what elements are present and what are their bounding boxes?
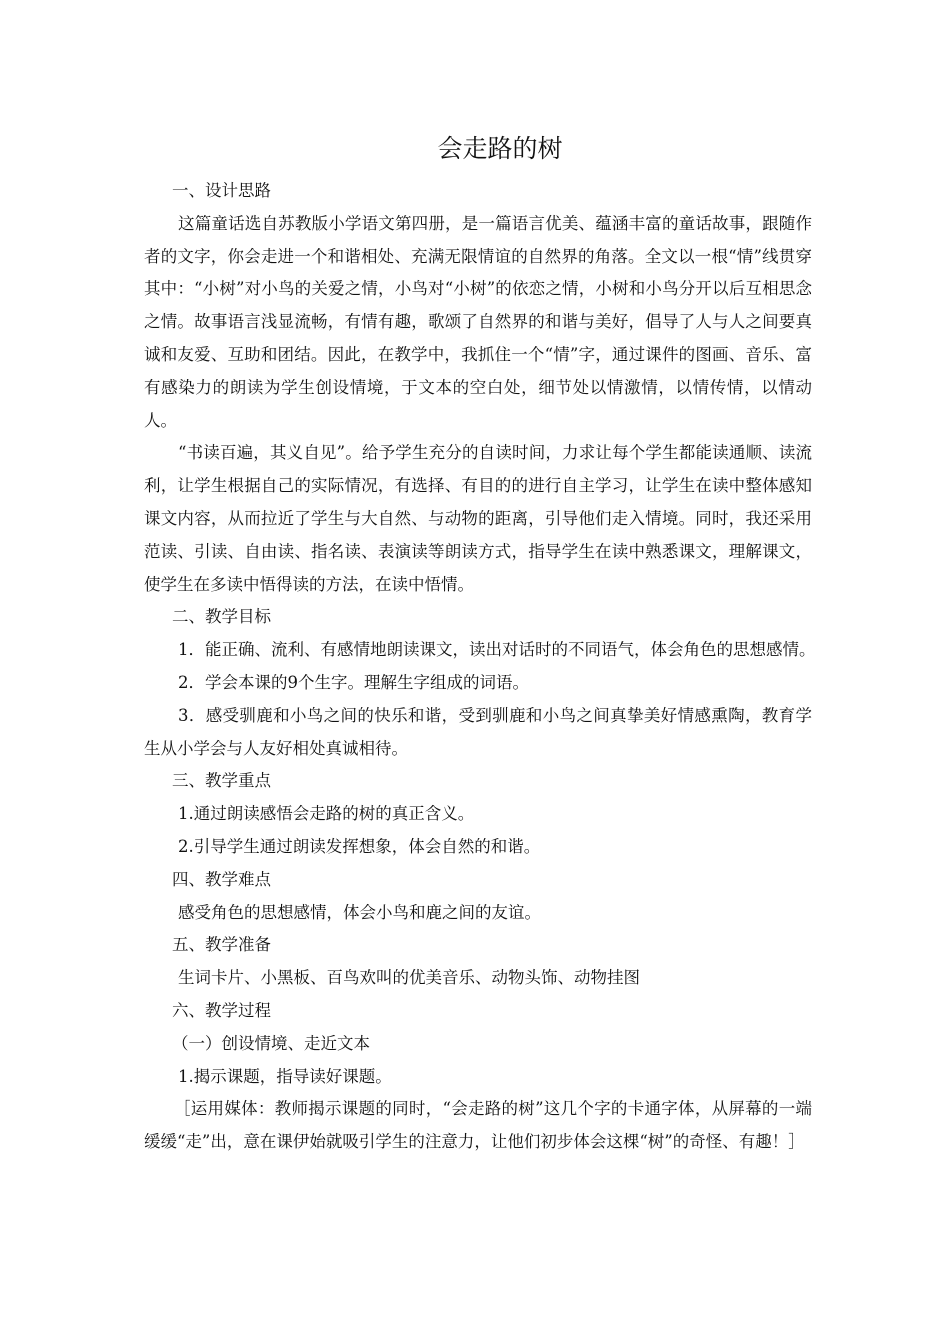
section-heading-design: 一、设计思路 xyxy=(172,181,271,200)
key-point-item-2: 2.引导学生通过朗读发挥想象，体会自然的和谐。 xyxy=(178,836,541,856)
preparation-item-1: 生词卡片、小黑板、百鸟欢叫的优美音乐、动物头饰、动物挂图 xyxy=(178,968,640,988)
design-paragraph-2: “书读百遍，其义自见”。给予学生充分的自读时间，力求让每个学生都能读通顺、读流利，让学生根据自己的实际情况，有选择、有目的的进行自主学习，让学生在读中整体感知课文内容，从而拉近了学生与大自然、与动物的距离，引导他们走入情境。同时，我还采用范读、引读、自由读、指名读、表演读等朗读方式，指导学生在读中熟悉课文，理解课文，使学生在多读中悟得读的方法，在读中悟情。 xyxy=(144,443,812,594)
goal-item-1: 1．能正确、流利、有感情地朗读课文，读出对话时的不同语气，体会角色的思想感情。 xyxy=(178,640,816,660)
goal-item-3: 3．感受驯鹿和小鸟之间的快乐和谐，受到驯鹿和小鸟之间真挚美好情感熏陶，教育学生从小学会与人友好相处真诚相待。 xyxy=(144,705,812,758)
media-note-1: ［运用媒体：教师揭示课题的同时，“会走路的树”这几个字的卡通字体，从屏幕的一端缓缓“走”出，意在课伊始就吸引学生的注意力，让他们初步体会这棵“树”的奇怪、有趣！］ xyxy=(144,1099,812,1152)
section-heading-difficulties: 四、教学难点 xyxy=(172,869,271,889)
design-paragraph-1: 这篇童话选自苏教版小学语文第四册，是一篇语言优美、蕴涵丰富的童话故事，跟随作者的文字，你会走进一个和谐相处、充满无限情谊的自然界的角落。全文以一根“情”线贯穿其中：“小树”对小鸟的关爱之情，小鸟对“小树”的依恋之情，小树和小鸟分开以后互相思念之情。故事语言浅显流畅，有情有趣，歌颂了自然界的和谐与美好，倡导了人与人之间要真诚和友爱、互助和团结。因此，在教学中，我抓住一个“情”字，通过课件的图画、音乐、富有感染力的朗读为学生创设情境，于文本的空白处，细节处以情激情，以情传情，以情动人。 xyxy=(144,213,812,430)
key-point-item-1: 1.通过朗读感悟会走路的树的真正含义。 xyxy=(178,804,475,824)
section-heading-process: 六、教学过程 xyxy=(172,1000,271,1020)
section-heading-goals: 二、教学目标 xyxy=(172,607,271,627)
section-heading-key-points: 三、教学重点 xyxy=(172,771,271,791)
difficulty-item-1: 感受角色的思想感情，体会小鸟和鹿之间的友谊。 xyxy=(178,902,541,922)
document-body xyxy=(144,175,816,1159)
document-title: 会走路的树 xyxy=(437,134,563,163)
section-heading-preparation: 五、教学准备 xyxy=(172,935,271,955)
process-item-1: 1.揭示课题，指导读好课题。 xyxy=(178,1066,392,1086)
process-subheading-1: （一）创设情境、走近文本 xyxy=(172,1033,370,1053)
goal-item-2: 2．学会本课的9个生字。理解生字组成的词语。 xyxy=(178,672,529,692)
